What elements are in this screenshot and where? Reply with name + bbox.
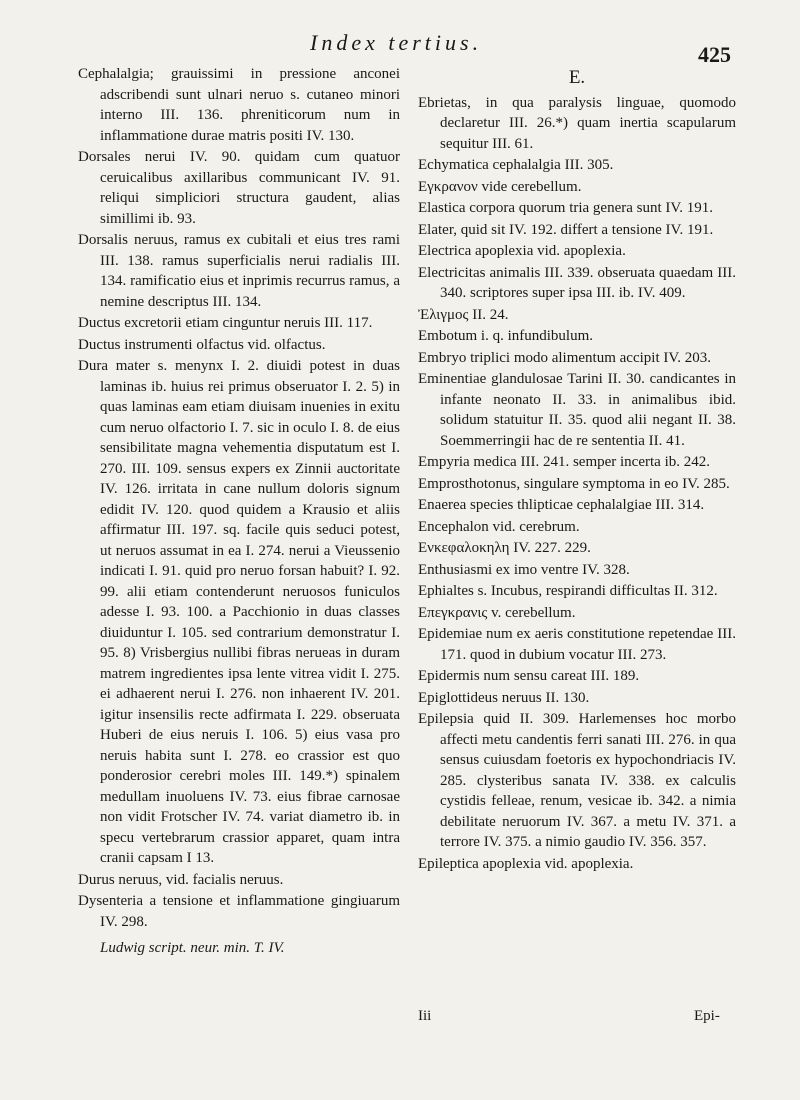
index-entry: Encephalon vid. cerebrum. <box>418 518 580 535</box>
index-entry: Dysenteria a tensione et inflammatione gingiuarum IV. 298. <box>78 893 400 930</box>
index-entry: Epidermis num sensu careat III. 189. <box>418 668 640 684</box>
signature-mark: Iii <box>418 1008 432 1024</box>
index-entry: Durus neruus, vid. facialis neruus. <box>78 871 284 888</box>
index-entry: Dorsalis neruus, ramus ex cubitali et eius tres rami III. 138. ramus superficialis nerui radialis III. 134. ramificatio eius et inprimis recurrus ramus, a nemine descriptus III. 134. <box>78 232 400 310</box>
index-entry: Epiglottideus neruus II. 130. <box>418 689 590 706</box>
index-entry: Ductus instrumenti olfactus vid. olfactus. <box>78 336 326 353</box>
page-number: 425 <box>698 42 731 67</box>
index-entry: Embotum i. q. infundibulum. <box>418 328 593 344</box>
index-entry: Dura mater s. menynx I. 2. diuidi potest in duas laminas ib. huius rei primus obseruator I. 2. 5) in quas laminas eam etiam diuisam inuenies in exitu cum neruo olfactorio I. 7. sic in oculo I. 8. de eius sensibilitate magna vehementia disputatum est I. 270. III. 109. sensus expers ex Zinnii auctoritate IV. 126. irritata in cane nullum doloris signum edidit IV. 120. quod quidem a Krausio et aliis affirmatur III. 197. sq. facile quis seduci potest, ut neruos assumat in ea I. 274. nerui a Vieussenio indicati I. 91. quid pro neruo forsan habuit? I. 92. 99. alii etiam contenderunt neruosos funiculos adesse I. 93. 100. a Pacchionio in duas classes diuiduntur I. 105. sed contrarium demonstratur I. 95. 8) Vrisbergius nullibi fibras nerueas in duram matrem ingredientes ipsa lente vitrea vidit I. 275. ei adhaerent nerui I. 276. non inhaerent IV. 201. igitur insensilis recte adfirmata I. 229. obseruata Huberi de eius neruis I. 106. 5) eius vasa pro neruis habita sunt I. 278. eo crassior est quo ponderosior cerebri moles III. 149.*) spinalem medullam inuoluens IV. 73. eius fibrae carnosae non vidit Frotscher IV. 74. variat diametro ib. in specu vertebrarum crassior apparet, quam intra cranii capsam I 13. <box>78 358 400 866</box>
index-entry: Epilepsia quid II. 309. Harlemenses hoc morbo affecti metu candentis ferri sanati III. 276. in qua sensus cuiusdam foetoris ex hypochondriacis IV. 285. clysteribus sanata IV. 338. ex calculis cystidis felleae, renum, vesicae ib. 342. a nimia debilitate neruorum IV. 367. a metu IV. 371. a terrore IV. 375. a nimio gaudio IV. 356. 357. <box>418 711 736 850</box>
catchword: Epi- <box>694 1008 720 1024</box>
index-entry: Ebrietas, in qua paralysis linguae, quomodo declaretur III. 26.*) quam inertia scapularum sequitur III. 61. <box>418 94 736 152</box>
index-entry: Eminentiae glandulosae Tarini II. 30. candicantes in infante neonato II. 33. in animalibus ibid. solidum statuitur II. 35. quod alii negant II. 38. Soemmerringii hac de re sententia II. 41. <box>418 371 736 449</box>
index-entry: Electrica apoplexia vid. apoplexia. <box>418 243 626 259</box>
index-entry: Enthusiasmi ex imo ventre IV. 328. <box>418 561 630 578</box>
section-letter: E. <box>568 67 586 88</box>
index-entry: Epidemiae num ex aeris constitutione repetendae III. 171. quod in dubium vocatur III. 273. <box>418 626 736 663</box>
index-entry: Ἐλιγμος II. 24. <box>418 306 509 323</box>
right-column <box>418 64 736 875</box>
index-entry: Electricitas animalis III. 339. obseruata quaedam III. 340. scriptores super ipsa III. ib. IV. 409. <box>418 264 736 301</box>
index-entry: Dorsales nerui IV. 90. quidam cum quatuor ceruicalibus axillaribus communicant IV. 91. reliqui simpliciori structura gaudent, alias simillimi ib. 93. <box>78 149 400 227</box>
running-head: Index tertius. <box>310 30 483 55</box>
index-entry: Εγκρανον vide cerebellum. <box>418 178 582 195</box>
index-entry: Cephalalgia; grauissimi in pressione anconei adscribendi sunt ulnari neruo s. cutaneo minori interno III. 136. phreniticorum num in inflammatione durae matris positi IV. 130. <box>78 66 400 144</box>
index-entry: Elastica corpora quorum tria genera sunt IV. 191. <box>418 200 714 216</box>
index-entry: Enaerea species thlipticae cephalalgiae III. 314. <box>418 497 705 513</box>
index-entry: Empyria medica III. 241. semper incerta ib. 242. <box>418 454 710 470</box>
index-entry: Elater, quid sit IV. 192. differt a tensione IV. 191. <box>418 221 714 238</box>
index-entry: Emprosthotonus, singulare symptoma in eo IV. 285. <box>418 475 730 492</box>
left-column <box>78 64 400 959</box>
index-entry: Epileptica apoplexia vid. apoplexia. <box>418 855 634 872</box>
index-entry: Ενκεφαλοκηλη IV. 227. 229. <box>418 540 591 556</box>
bottom-catchline: Ludwig script. neur. min. T. IV. <box>100 940 285 956</box>
index-entry: Embryo triplici modo alimentum accipit IV. 203. <box>418 349 712 366</box>
index-entry: Επεγκρανις v. cerebellum. <box>418 604 576 621</box>
index-entry: Ductus excretorii etiam cinguntur neruis III. 117. <box>78 315 373 331</box>
index-entry: Ephialtes s. Incubus, respirandi difficultas II. 312. <box>418 583 718 599</box>
index-entry: Echymatica cephalalgia III. 305. <box>418 157 614 173</box>
